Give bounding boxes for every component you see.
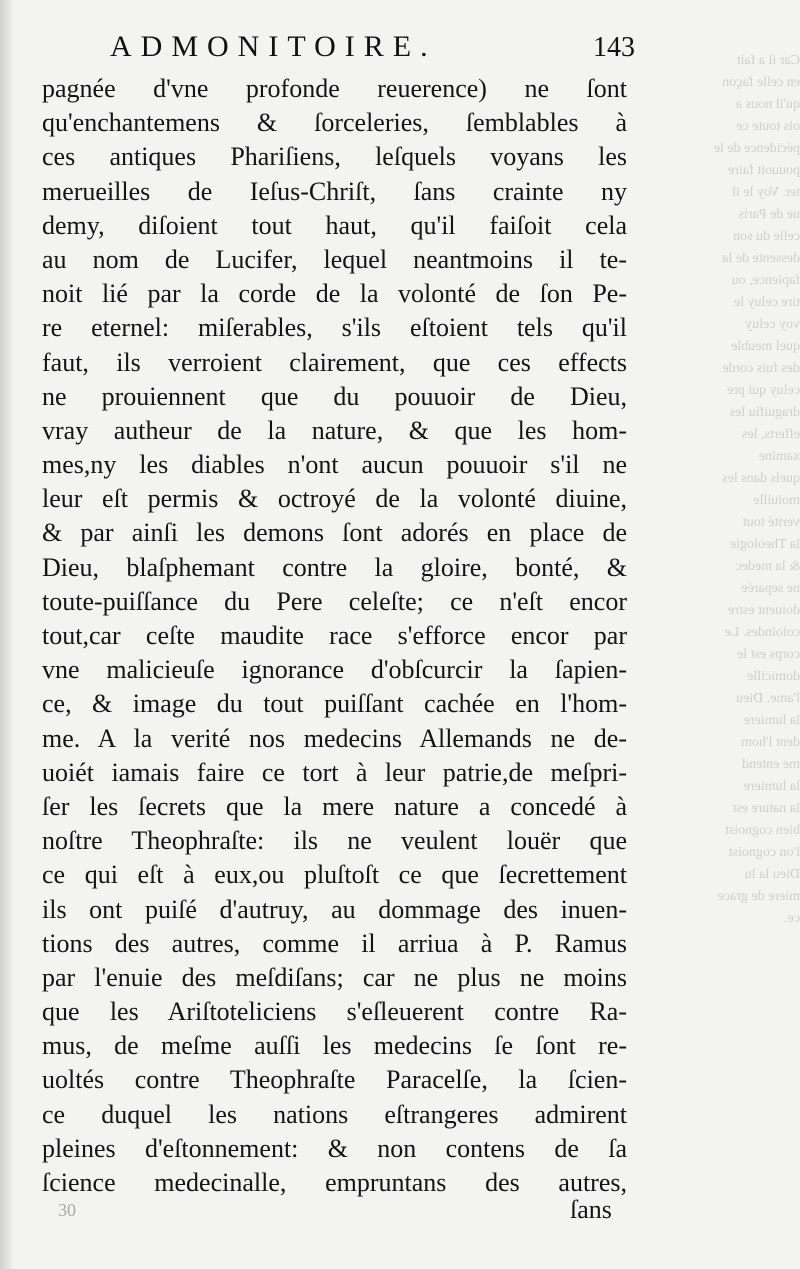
text-line: uoiét iamais faire ce tort à leur patrie,de meſpri- <box>42 757 627 787</box>
text-line: Dieu, blaſphemant contre la gloire, bonté, & <box>42 552 627 582</box>
text-line: tout,car ceſte maudite race s'efforce encor par <box>42 621 627 650</box>
text-line: que les Ariſtoteliciens s'eſleuerent contre Ra- <box>42 997 627 1027</box>
page-header <box>110 30 635 70</box>
text-line: toute-puiſſance du Pere celeſte; ce n'eſt encor <box>42 586 627 616</box>
text-line: mus, de meſme auſſi les medecins ſe ſont re- <box>42 1031 627 1061</box>
text-line: me. A la verité nos medecins Allemands ne de- <box>42 723 627 753</box>
text-line: faut, ils verroient clairement, que ces effects <box>42 347 627 377</box>
text-line: merueilles de Ieſus-Chriſt, ſans crainte ny <box>42 176 627 206</box>
text-line: noit lié par la corde de la volonté de ſon Pe- <box>42 279 627 309</box>
bottom-mark: 30 <box>58 1200 76 1220</box>
text-line: au nom de Lucifer, lequel neantmoins il te- <box>42 244 627 274</box>
text-line: ce duquel les nations eſtrangeres admirent <box>42 1099 627 1129</box>
text-line: ils ont puiſé d'autruy, au dommage des inuen- <box>42 894 627 924</box>
text-line: ce qui eſt à eux,ou pluſtoſt ce que ſecrettement <box>42 860 627 890</box>
text-line: pleines d'eſtonnement: & non contens de ſa <box>42 1133 627 1163</box>
text-line: mes,ny les diables n'ont aucun pouuoir s'il ne <box>42 450 627 480</box>
body-text <box>42 72 627 1200</box>
catchword: ſans <box>570 1195 612 1224</box>
page-number: 143 <box>593 32 635 63</box>
running-title: ADMONITOIRE. <box>110 30 437 63</box>
text-line: tions des autres, comme il arriua à P. Ramus <box>42 928 627 958</box>
page-gutter-shadow <box>0 0 14 1269</box>
text-line: vne malicieuſe ignorance d'obſcurcir la ſapien- <box>42 655 627 685</box>
text-line: leur eſt permis & octroyé de la volonté diuine, <box>42 484 627 514</box>
text-line: ſcience medecinalle, empruntans des autres, <box>42 1168 627 1197</box>
text-line: qu'enchantemens & ſorceleries, ſemblables à <box>42 108 627 138</box>
text-line: par l'enuie des meſdiſans; car ne plus ne moins <box>42 962 627 992</box>
text-line: noſtre Theophraſte: ils ne veulent louër que <box>42 826 627 856</box>
text-line: re eternel: miſerables, s'ils eſtoient tels qu'il <box>42 313 627 343</box>
show-through-text: Car il a fait en celle façon qu'il nous a ois toute ce pécidence de le pouuoit faire ter. Voy le il ue de Paris celle du son dessente de la fapience, ou tire celuy le voy celuy quel meuble des fuis corde celuy qui pre draguifiu les efferts, les xamine quels dans les moiuille verité tout la Theologie & la medec ne separée doiuent estre coioindes. Le corps est le domicille l'ame. Dieu la lumiere dent l'hom me entend la lumiere la nature est bien cognoist l'on cognoist Dieu la lu miere de grace ce. <box>713 53 800 926</box>
text-line: uoltés contre Theophraſte Paracelſe, la ſcien- <box>42 1065 627 1095</box>
text-line: ſer les ſecrets que la mere nature a concedé à <box>42 791 627 821</box>
text-line: demy, diſoient tout haut, qu'il faiſoit cela <box>42 210 627 240</box>
text-line: vray autheur de la nature, & que les hom- <box>42 415 627 445</box>
text-line: & par ainſi les demons ſont adorés en place de <box>42 518 627 548</box>
text-line: pagnée d'vne profonde reuerence) ne ſont <box>42 74 627 103</box>
text-line: ce, & image du tout puiſſant cachée en l'hom- <box>42 689 627 719</box>
text-line: ne prouiennent que du pouuoir de Dieu, <box>42 381 627 411</box>
text-line: ces antiques Phariſiens, leſquels voyans les <box>42 142 627 172</box>
